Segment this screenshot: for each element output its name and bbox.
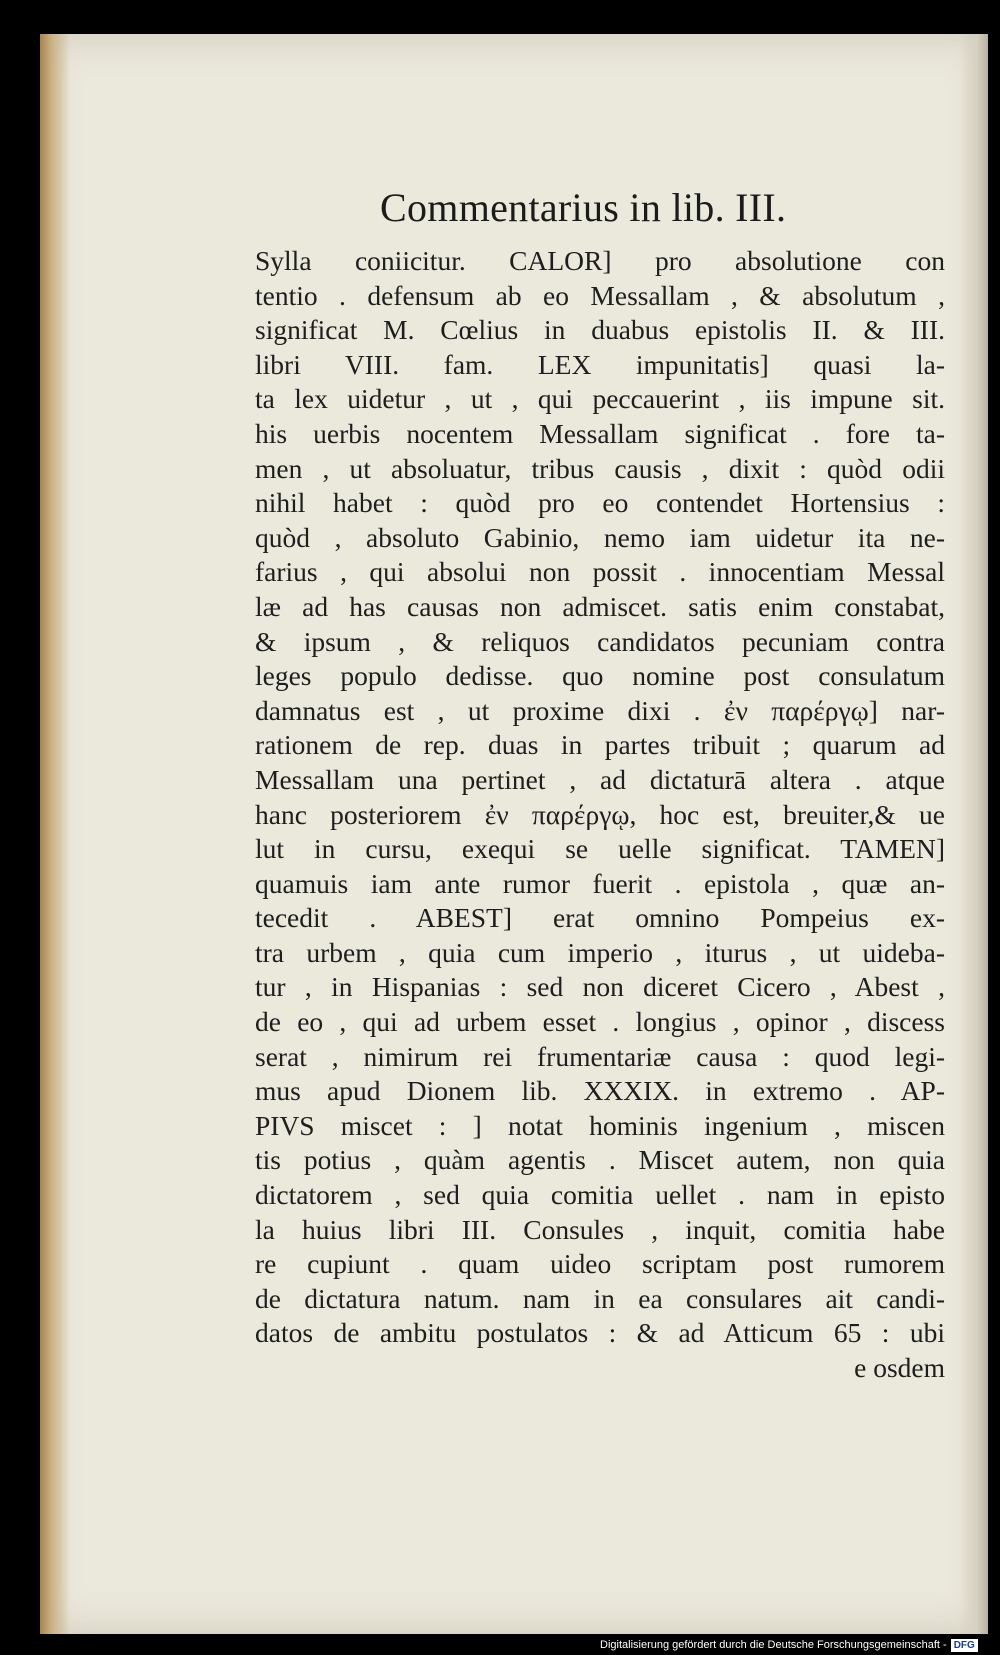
- text-line: Messallam una pertinet , ad dictaturā altera . atque: [255, 763, 945, 795]
- text-line: ta lex uidetur , ut , qui peccauerint , iis impune sit.: [255, 383, 945, 415]
- text-line: tis potius , quàm agentis . Miscet autem, non quia: [255, 1144, 945, 1176]
- page-gutter-edge: [40, 34, 70, 1634]
- text-line: leges populo dedisse. quo nomine post consulatum: [255, 660, 945, 692]
- text-line: damnatus est , ut proxime dixi . ἐν παρέργῳ] nar-: [255, 694, 945, 726]
- text-line: serat , nimirum rei frumentariæ causa : quod legi-: [255, 1040, 945, 1072]
- text-line: tecedit . ABEST] erat omnino Pompeius ex-: [255, 902, 945, 934]
- text-line: tra urbem , quia cum imperio , iturus , ut uideba-: [255, 936, 945, 968]
- text-line: de eo , qui ad urbem esset . longius , opinor , discess: [255, 1006, 945, 1038]
- text-line: quòd , absoluto Gabinio, nemo iam uidetur ita ne-: [255, 521, 945, 553]
- funding-notice: Digitalisierung gefördert durch die Deutsche Forschungsgemeinschaft -: [600, 1639, 947, 1651]
- text-line: PIVS miscet : ] notat hominis ingenium , miscen: [255, 1109, 945, 1141]
- text-line: læ ad has causas non admiscet. satis enim constabat,: [255, 590, 945, 622]
- text-line: re cupiunt . quam uideo scriptam post rumorem: [255, 1248, 945, 1280]
- text-line: men , ut absoluatur, tribus causis , dixit : quòd odii: [255, 452, 945, 484]
- text-line: significat M. Cœlius in duabus epistolis II. & III.: [255, 314, 945, 346]
- text-line: hanc posteriorem ἐν παρέργῳ, hoc est, breuiter,& ue: [255, 798, 945, 830]
- text-line: farius , qui absolui non possit . innocentiam Messal: [255, 556, 945, 588]
- text-line: libri VIII. fam. LEX impunitatis] quasi la-: [255, 348, 945, 380]
- page-outer-edge: [960, 34, 988, 1634]
- text-line: nihil habet : quòd pro eo contendet Hortensius :: [255, 487, 945, 519]
- text-line: Sylla coniicitur. CALOR] pro absolutione con: [255, 245, 945, 276]
- text-line: lut in cursu, exequi se uelle significat. TAMEN]: [255, 833, 945, 865]
- text-line: his uerbis nocentem Messallam significat . fore ta-: [255, 417, 945, 449]
- text-line: datos de ambitu postulatos : & ad Atticum 65 : ubi: [255, 1317, 945, 1349]
- catchword: e osdem: [854, 1352, 945, 1383]
- text-line: tentio . defensum ab eo Messallam , & absolutum ,: [255, 279, 945, 311]
- text-line: tur , in Hispanias : sed non diceret Cicero , Abest ,: [255, 971, 945, 1003]
- text-line: de dictatura natum. nam in ea consulares ait candi-: [255, 1282, 945, 1314]
- commentary-text: [255, 244, 945, 1386]
- text-line: & ipsum , & reliquos candidatos pecuniam contra: [255, 625, 945, 657]
- funding-footer: [600, 1636, 978, 1654]
- text-line: dictatorem , sed quia comitia uellet . nam in episto: [255, 1179, 945, 1211]
- running-header: Commentarius in lib. III.: [380, 185, 787, 230]
- text-line: mus apud Dionem lib. XXXIX. in extremo . AP-: [255, 1075, 945, 1107]
- text-line: la huius libri III. Consules , inquit, comitia habe: [255, 1213, 945, 1245]
- text-line: quamuis iam ante rumor fuerit . epistola , quæ an-: [255, 867, 945, 899]
- dfg-logo: DFG: [951, 1639, 978, 1652]
- text-line: rationem de rep. duas in partes tribuit ; quarum ad: [255, 729, 945, 761]
